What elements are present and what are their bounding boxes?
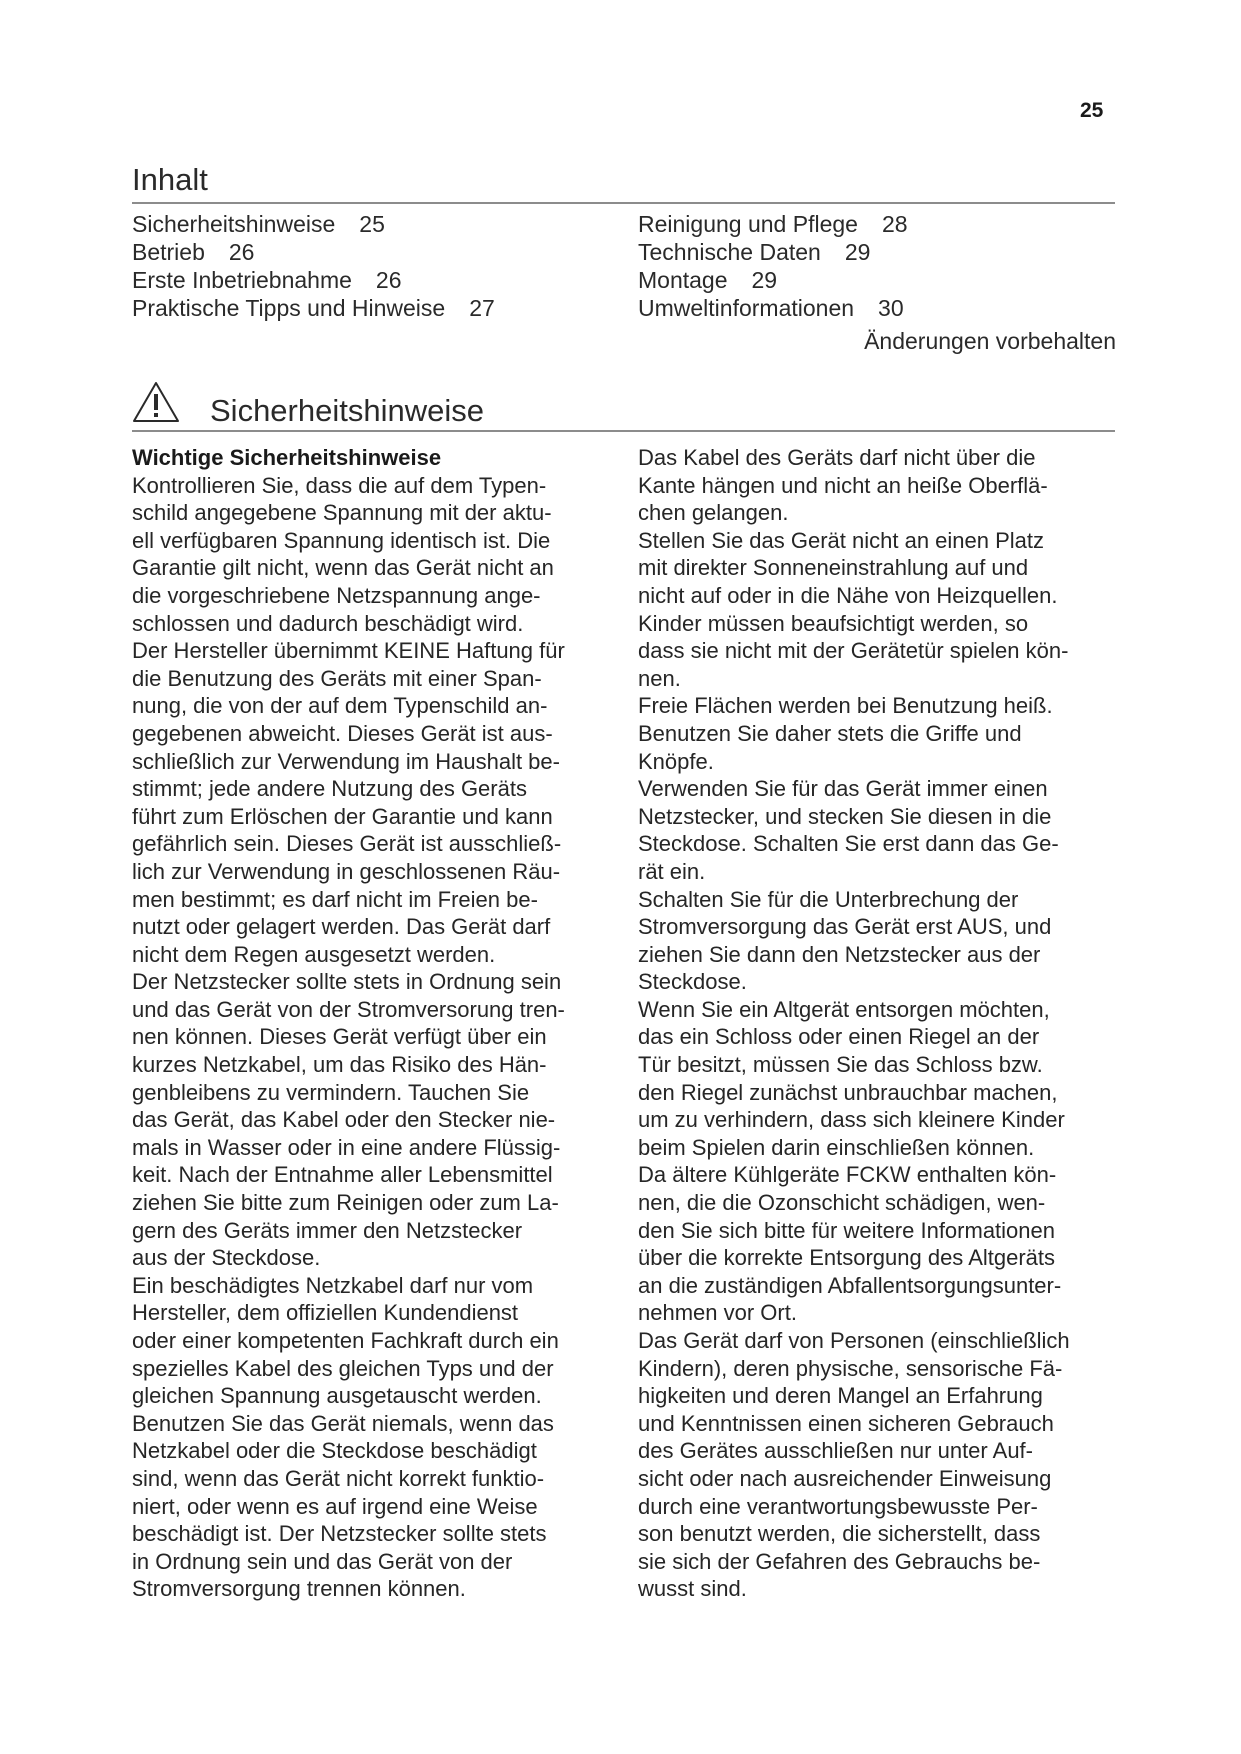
toc-entry-page: 28 xyxy=(881,211,908,237)
text-line: das Gerät, das Kabel oder den Stecker nie- xyxy=(132,1107,556,1133)
toc-entry[interactable] xyxy=(638,266,908,294)
text-line: dass sie nicht mit der Gerätetür spielen kön- xyxy=(638,638,1069,664)
text-line: durch eine verantwortungsbewusste Per- xyxy=(638,1493,1038,1519)
text-line: Da ältere Kühlgeräte FCKW enthalten kön- xyxy=(638,1162,1057,1188)
section-title: Sicherheitshinweise xyxy=(210,393,484,428)
text-line: Benutzen Sie das Gerät niemals, wenn das xyxy=(132,1410,554,1436)
subheading: Wichtige Sicherheitshinweise xyxy=(132,445,442,470)
text-line: Kante hängen und nicht an heiße Oberflä- xyxy=(638,472,1048,498)
text-line: genbleibens zu vermindern. Tauchen Sie xyxy=(132,1079,530,1105)
text-line: Der Netzstecker sollte stets in Ordnung sein xyxy=(132,969,562,995)
text-line: an die zuständigen Abfallentsorgungsunter- xyxy=(638,1272,1062,1298)
text-line: Hersteller, dem offiziellen Kundendienst xyxy=(132,1300,519,1326)
text-line: nen können. Dieses Gerät verfügt über ein xyxy=(132,1024,547,1050)
text-line: die vorgeschriebene Netzspannung ange- xyxy=(132,582,541,608)
text-line: nen, die die Ozonschicht schädigen, wen- xyxy=(638,1190,1046,1216)
text-line: niert, oder wenn es auf irgend eine Weise xyxy=(132,1493,538,1519)
toc-entry-label: Sicherheitshinweise xyxy=(132,211,336,237)
right-text-column xyxy=(638,444,1116,1603)
text-line: kurzes Netzkabel, um das Risiko des Hän- xyxy=(132,1052,547,1078)
text-line: sind, wenn das Gerät nicht korrekt funktio- xyxy=(132,1465,545,1491)
toc-entry[interactable] xyxy=(132,238,495,266)
text-line: gegebenen abweicht. Dieses Gerät ist aus- xyxy=(132,720,553,746)
page-number: 25 xyxy=(1080,99,1104,122)
toc-entry-label: Praktische Tipps und Hinweise xyxy=(132,295,446,321)
text-line: die Benutzung des Geräts mit einer Span- xyxy=(132,665,542,691)
toc-entry-page: 29 xyxy=(751,267,778,293)
toc-entry[interactable] xyxy=(132,210,495,238)
text-line: ell verfügbaren Spannung identisch ist. Die xyxy=(132,527,551,553)
toc-entry-label: Technische Daten xyxy=(638,239,821,265)
toc-entry-label: Betrieb xyxy=(132,239,205,265)
text-line: Kindern), deren physische, sensorische Fä- xyxy=(638,1355,1063,1381)
text-line: Kontrollieren Sie, dass die auf dem Typen- xyxy=(132,472,547,498)
text-line: beim Spielen darin einschließen können. xyxy=(638,1134,1035,1160)
toc-entry[interactable] xyxy=(638,210,908,238)
text-line: mit direkter Sonneneinstrahlung auf und xyxy=(638,555,1029,581)
text-line: schließlich zur Verwendung im Haushalt be- xyxy=(132,748,560,774)
text-line: mals in Wasser oder in eine andere Flüssig- xyxy=(132,1134,561,1160)
text-line: und das Gerät von der Stromversorung tren- xyxy=(132,996,565,1022)
text-line: Wenn Sie ein Altgerät entsorgen möchten, xyxy=(638,996,1050,1022)
section-divider xyxy=(132,430,1115,432)
text-line: nung, die von der auf dem Typenschild an- xyxy=(132,693,548,719)
toc-entry-label: Reinigung und Pflege xyxy=(638,211,858,237)
text-line: keit. Nach der Entnahme aller Lebensmittel xyxy=(132,1162,553,1188)
text-line: gern des Geräts immer den Netzstecker xyxy=(132,1217,523,1243)
changes-note: Änderungen vorbehalten xyxy=(864,328,1116,354)
toc-entry-page: 30 xyxy=(878,295,904,321)
toc-entry-page: 29 xyxy=(844,239,871,265)
toc-entry-label: Erste Inbetriebnahme xyxy=(132,267,352,293)
text-line: das ein Schloss oder einen Riegel an der xyxy=(638,1024,1040,1050)
text-line: Das Kabel des Geräts darf nicht über die xyxy=(638,445,1036,470)
text-line: schlossen und dadurch beschädigt wird. xyxy=(132,610,524,636)
text-line: Knöpfe. xyxy=(638,748,714,774)
toc-divider xyxy=(132,202,1115,204)
toc-entry-page: 26 xyxy=(228,239,255,265)
text-line: lich zur Verwendung in geschlossenen Räu- xyxy=(132,858,561,884)
text-line: Garantie gilt nicht, wenn das Gerät nicht an xyxy=(132,555,554,581)
text-line: son benutzt werden, die sicherstellt, dass xyxy=(638,1521,1041,1547)
toc-entry[interactable] xyxy=(132,294,495,322)
text-line: gefährlich sein. Dieses Gerät ist ausschließ- xyxy=(132,831,562,857)
toc-entry[interactable] xyxy=(638,238,908,266)
toc-entry-label: Umweltinformationen xyxy=(638,295,855,321)
text-line: spezielles Kabel des gleichen Typs und der xyxy=(132,1355,554,1381)
text-line: stimmt; jede andere Nutzung des Geräts xyxy=(132,776,527,802)
text-line: chen gelangen. xyxy=(638,500,789,526)
toc-right-column xyxy=(638,210,908,322)
text-line: um zu verhindern, dass sich kleinere Kinder xyxy=(638,1107,1065,1133)
text-line: nehmen vor Ort. xyxy=(638,1300,797,1326)
text-line: Steckdose. xyxy=(638,969,747,995)
warning-triangle-icon xyxy=(132,381,180,423)
text-line: Kinder müssen beaufsichtigt werden, so xyxy=(638,610,1029,636)
toc-entry-page: 27 xyxy=(469,295,495,321)
text-line: sicht oder nach ausreichender Einweisung xyxy=(638,1465,1052,1491)
toc-entry[interactable] xyxy=(132,266,495,294)
text-line: beschädigt ist. Der Netzstecker sollte stets xyxy=(132,1521,547,1547)
text-line: rät ein. xyxy=(638,858,706,884)
text-line: sie sich der Gefahren des Gebrauchs be- xyxy=(638,1548,1041,1574)
text-line: Netzkabel oder die Steckdose beschädigt xyxy=(132,1438,537,1464)
text-line: Das Gerät darf von Personen (einschließlich xyxy=(638,1328,1070,1353)
text-line: Verwenden Sie für das Gerät immer einen xyxy=(638,776,1048,802)
toc-entry-page: 26 xyxy=(375,267,402,293)
toc-entry[interactable] xyxy=(638,294,908,322)
toc-entry-page: 25 xyxy=(359,211,385,237)
toc-title: Inhalt xyxy=(132,162,208,197)
toc-left-column xyxy=(132,210,495,322)
text-line: Tür besitzt, müssen Sie das Schloss bzw. xyxy=(638,1052,1043,1078)
text-line: den Sie sich bitte für weitere Informationen xyxy=(638,1217,1056,1243)
text-line: des Gerätes ausschließen nur unter Auf- xyxy=(638,1438,1033,1464)
text-line: Der Hersteller übernimmt KEINE Haftung für xyxy=(132,638,565,664)
text-line: oder einer kompetenten Fachkraft durch ein xyxy=(132,1328,559,1353)
text-line: aus der Steckdose. xyxy=(132,1245,321,1271)
toc-entry-label: Montage xyxy=(638,267,728,293)
text-line: Stromversorgung das Gerät erst AUS, und xyxy=(638,914,1052,940)
text-line: gleichen Spannung ausgetauscht werden. xyxy=(132,1383,542,1409)
text-line: Benutzen Sie daher stets die Griffe und xyxy=(638,720,1022,746)
text-line: nicht dem Regen ausgesetzt werden. xyxy=(132,941,496,967)
text-line: nutzt oder gelagert werden. Das Gerät darf xyxy=(132,914,551,940)
text-line: Freie Flächen werden bei Benutzung heiß. xyxy=(638,693,1053,719)
left-text-column xyxy=(132,444,610,1603)
text-line: Schalten Sie für die Unterbrechung der xyxy=(638,886,1019,912)
text-line: über die korrekte Entsorgung des Altgeräts xyxy=(638,1245,1056,1271)
text-line: nicht auf oder in die Nähe von Heizquellen. xyxy=(638,582,1058,608)
text-line: Steckdose. Schalten Sie erst dann das Ge- xyxy=(638,831,1059,857)
text-line: führt zum Erlöschen der Garantie und kann xyxy=(132,803,553,829)
text-line: den Riegel zunächst unbrauchbar machen, xyxy=(638,1079,1058,1105)
text-line: Netzstecker, und stecken Sie diesen in die xyxy=(638,803,1052,829)
text-line: und Kenntnissen einen sicheren Gebrauch xyxy=(638,1410,1054,1436)
text-line: nen. xyxy=(638,665,681,691)
text-line: Stellen Sie das Gerät nicht an einen Platz xyxy=(638,527,1045,553)
text-line: Ein beschädigtes Netzkabel darf nur vom xyxy=(132,1272,534,1298)
text-line: ziehen Sie dann den Netzstecker aus der xyxy=(638,941,1041,967)
text-line: men bestimmt; es darf nicht im Freien be- xyxy=(132,886,538,912)
text-line: ziehen Sie bitte zum Reinigen oder zum La- xyxy=(132,1190,559,1216)
text-line: in Ordnung sein und das Gerät von der xyxy=(132,1548,513,1574)
text-line: Stromversorgung trennen können. xyxy=(132,1576,466,1602)
text-line: wusst sind. xyxy=(638,1576,747,1602)
text-line: higkeiten und deren Mangel an Erfahrung xyxy=(638,1383,1043,1409)
text-line: schild angegebene Spannung mit der aktu- xyxy=(132,500,552,526)
